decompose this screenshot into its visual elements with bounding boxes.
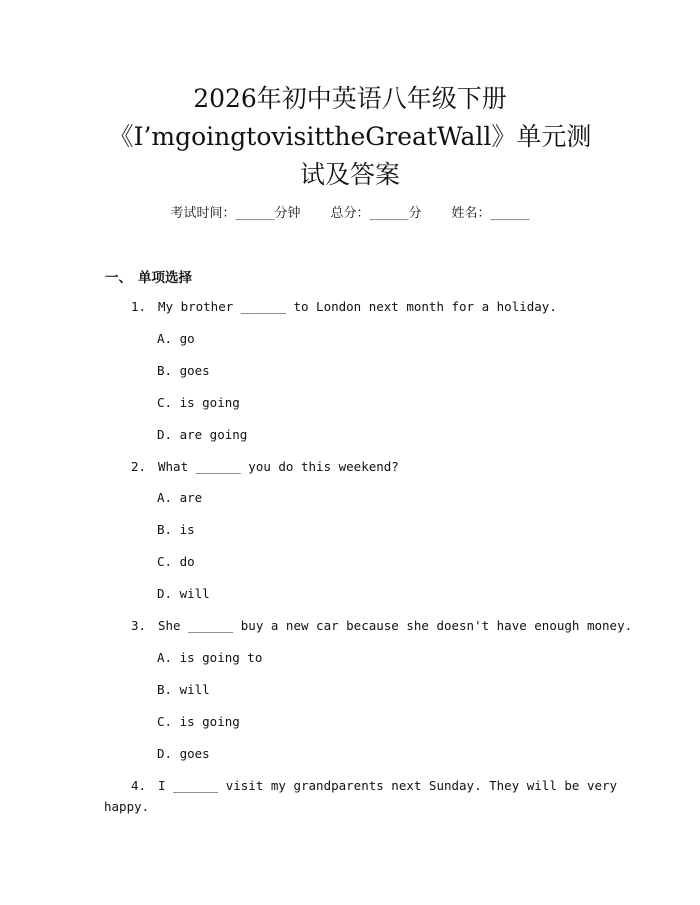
- title-line-2: 《I’mgoingtovisittheGreatWall》单元测: [108, 122, 592, 151]
- question-text: My brother ______ to London next month for a holiday.: [158, 299, 557, 314]
- question-1-option-a: A. go: [157, 331, 195, 346]
- question-2-option-d: D. will: [157, 586, 210, 601]
- question-text: She ______ buy a new car because she doesn't have enough money.: [158, 618, 633, 633]
- question-2: [131, 457, 399, 477]
- question-1-option-c: C. is going: [157, 395, 240, 410]
- section-heading: [105, 266, 192, 286]
- exam-meta: [0, 204, 700, 224]
- question-number: 4.: [131, 778, 147, 793]
- question-2-option-a: A. are: [157, 490, 203, 505]
- exam-time: 考试时间：______分钟: [170, 206, 301, 221]
- title-line-3: 试及答案: [299, 160, 400, 189]
- question-number: 1.: [131, 299, 147, 314]
- question-1-option-b: B. goes: [157, 363, 210, 378]
- question-number: 3.: [131, 618, 147, 633]
- question-4: [131, 776, 617, 796]
- exam-student-name: 姓名：______: [451, 206, 530, 221]
- question-3-option-c: C. is going: [157, 714, 240, 729]
- question-4-text-continued: happy.: [104, 799, 150, 814]
- question-text: What ______ you do this weekend?: [158, 459, 399, 474]
- question-2-option-c: C. do: [157, 554, 195, 569]
- section-number: 一、: [105, 270, 132, 286]
- question-3-option-b: B. will: [157, 682, 210, 697]
- question-1: [131, 297, 557, 317]
- title-line-1: 2026年初中英语八年级下册: [193, 84, 507, 113]
- question-text: I ______ visit my grandparents next Sunday. They will be very: [158, 778, 618, 793]
- question-1-option-d: D. are going: [157, 427, 248, 442]
- question-3: [131, 616, 632, 636]
- question-3-option-a: A. is going to: [157, 650, 263, 665]
- question-3-option-d: D. goes: [157, 746, 210, 761]
- question-2-option-b: B. is: [157, 522, 195, 537]
- section-title: 单项选择: [138, 270, 192, 286]
- question-number: 2.: [131, 459, 147, 474]
- exam-total-score: 总分：______分: [330, 206, 422, 221]
